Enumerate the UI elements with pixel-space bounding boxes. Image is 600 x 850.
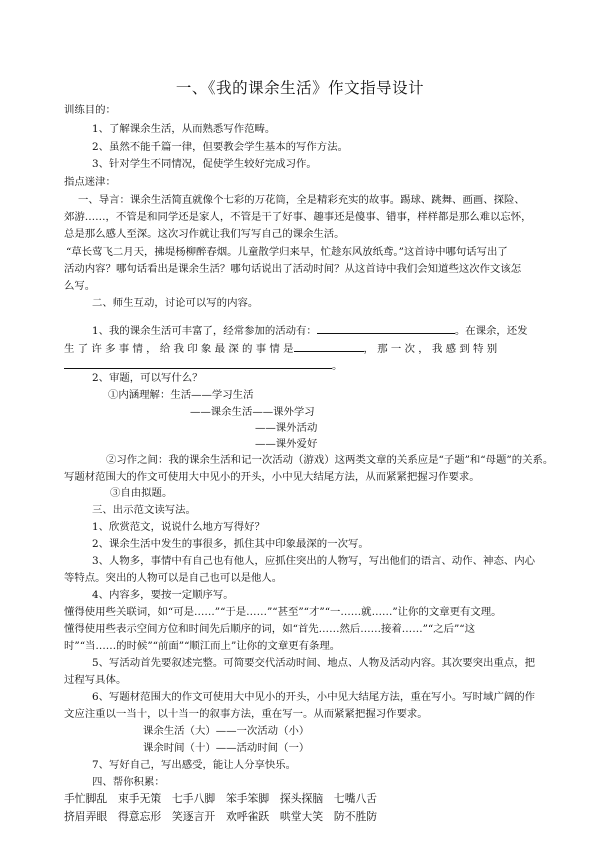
method-3-line-2: 等特点。突出的人物可以是自己也可以是他人。 — [64, 572, 283, 584]
document-title: 一、《我的课余生活》作文指导设计 — [175, 79, 425, 97]
poem-line-3: 么写。 — [64, 280, 96, 292]
relation-line-2: 写题材范围大的作文可使用大中见小的开头，小中见大结尾方法，从而紧紧把握习作要求。 — [64, 471, 480, 483]
mapping-1: 课余生活（大）——一次活动（小） — [143, 725, 310, 737]
method-4-order-line-1: 懂得使用些表示空间方位和时间先后顺序的词，如“首先……然后……接着……”“之后”“这 — [64, 623, 476, 635]
method-2: 2、课余生活中发生的事很多，抓住其中印象最深的一次写。 — [92, 538, 369, 550]
intro-line-2: 郊游……，不管是和同学还是家人，不管是干了好事、趣事还是傻事、错事，样样都是那么难以忘怀， — [64, 211, 532, 223]
intro-line-3: 总是那么感人至深。这次习作就让我们写写自己的课余生活。 — [64, 228, 345, 240]
question-1-suffix: 。在课余，还发 — [454, 325, 528, 337]
relation-line-1: ②习作之间：我的课余生活和记一次活动（游戏）这两类文章的关系应是“子题”和“母题”的关系。 — [106, 454, 554, 466]
section-goals: 训练目的： — [64, 104, 116, 116]
blank-deepest-event — [294, 341, 364, 352]
method-3-line-1: 3、人物多，事情中有自己也有他人，应抓住突出的人物写，写出他们的语言、动作、神态、内心 — [92, 555, 536, 567]
goal-1: 1、了解课余生活，从而熟悉写作范畴。 — [92, 123, 276, 135]
free-title: ③自由拟题。 — [110, 487, 173, 499]
question-1-end: 。 — [332, 360, 343, 372]
meaning-tree-branch-1: ——课余生活——课外学习 — [190, 406, 315, 418]
method-6-line-1: 6、写题材范围大的作文可使用大中见小的开头，小中见大结尾方法，重在写小。写时域广阔的作 — [92, 691, 536, 703]
method-6-line-2: 文应注重以一当十，以十当一的叙事方法，重在写一。从而紧紧把握习作要求。 — [64, 708, 428, 720]
question-1-line-2 — [64, 341, 497, 356]
method-7: 7、写好自己，写出感受，能让人分享快乐。 — [92, 759, 297, 771]
intro-line-1: 一、导言：课余生活简直就像个七彩的万花筒，全是精彩充实的故事。踢球、跳舞、画画、探险、 — [78, 194, 525, 206]
method-1: 1、欣赏范文，说说什么地方写得好？ — [92, 521, 265, 533]
idioms-row-1: 手忙脚乱 束手无策 七手八脚 笨手笨脚 探头探脑 七嘴八舌 — [64, 792, 378, 805]
section-steps: 指点迷津： — [64, 176, 116, 188]
poem-line-1: “草长莺飞二月天，拂堤杨柳醉春烟。儿童散学归来早，忙趁东风放纸鸢。”这首诗中哪句话写出了 — [66, 246, 508, 258]
method-4: 4、内容多，要按一定顺序写。 — [92, 589, 234, 601]
method-4-connectives: 懂得使用些关联词，如“可是……”“于是……”“甚至”“才”“一……就……”让你的文章更有文理。 — [64, 606, 502, 618]
question-2: 2、审题，可以写什么？ — [92, 372, 203, 384]
heading-accumulate: 四、帮你积累： — [92, 776, 165, 788]
question-1-line-1 — [92, 323, 528, 338]
idioms-row-2: 挤眉弄眼 得意忘形 笑逐言开 欢呼雀跃 哄堂大笑 防不胜防 — [64, 810, 378, 823]
method-5-line-1: 5、写活动首先要叙述完整。可简要交代活动时间、地点、人物及活动内容。其次要突出重点，把 — [92, 657, 536, 669]
mapping-2: 课余时间（十）——活动时间（一） — [143, 742, 310, 754]
poem-line-2: 活动内容？哪句话看出是课余生活？哪句话说出了活动时间？从这首诗中我们会知道些这次作文该怎 — [64, 263, 522, 275]
method-5-line-2: 过程写具体。 — [64, 674, 127, 686]
goal-2: 2、虽然不能千篇一律，但要教会学生基本的写作方法。 — [92, 141, 348, 153]
meaning-tree-branch-3: ——课外爱好 — [255, 438, 318, 450]
blank-feeling — [64, 358, 332, 369]
question-1-feeling: ， 那 一 次 ， 我 感 到 特 别 — [363, 343, 498, 355]
heading-sample: 三、出示范文读写法。 — [92, 504, 196, 516]
blank-activities — [317, 323, 455, 334]
goal-3: 3、针对学生不同情况，促使学生较好完成习作。 — [92, 158, 317, 170]
meaning-tree-root: ①内涵理解：生活——学习生活 — [108, 389, 254, 401]
question-1-middle: 生 了 许 多 事 情 ， 给 我 印 象 最 深 的 事 情 是 — [64, 343, 294, 355]
heading-interaction: 二、师生互动，讨论可以写的内容。 — [92, 297, 259, 309]
method-4-order-line-2: 时”“当……的时候”“前面”“顺江而上”让你的文章更有条理。 — [64, 640, 341, 652]
question-1-prefix: 1、我的课余生活可丰富了，经常参加的活动有： — [92, 325, 317, 337]
meaning-tree-branch-2: ——课外活动 — [255, 422, 318, 434]
